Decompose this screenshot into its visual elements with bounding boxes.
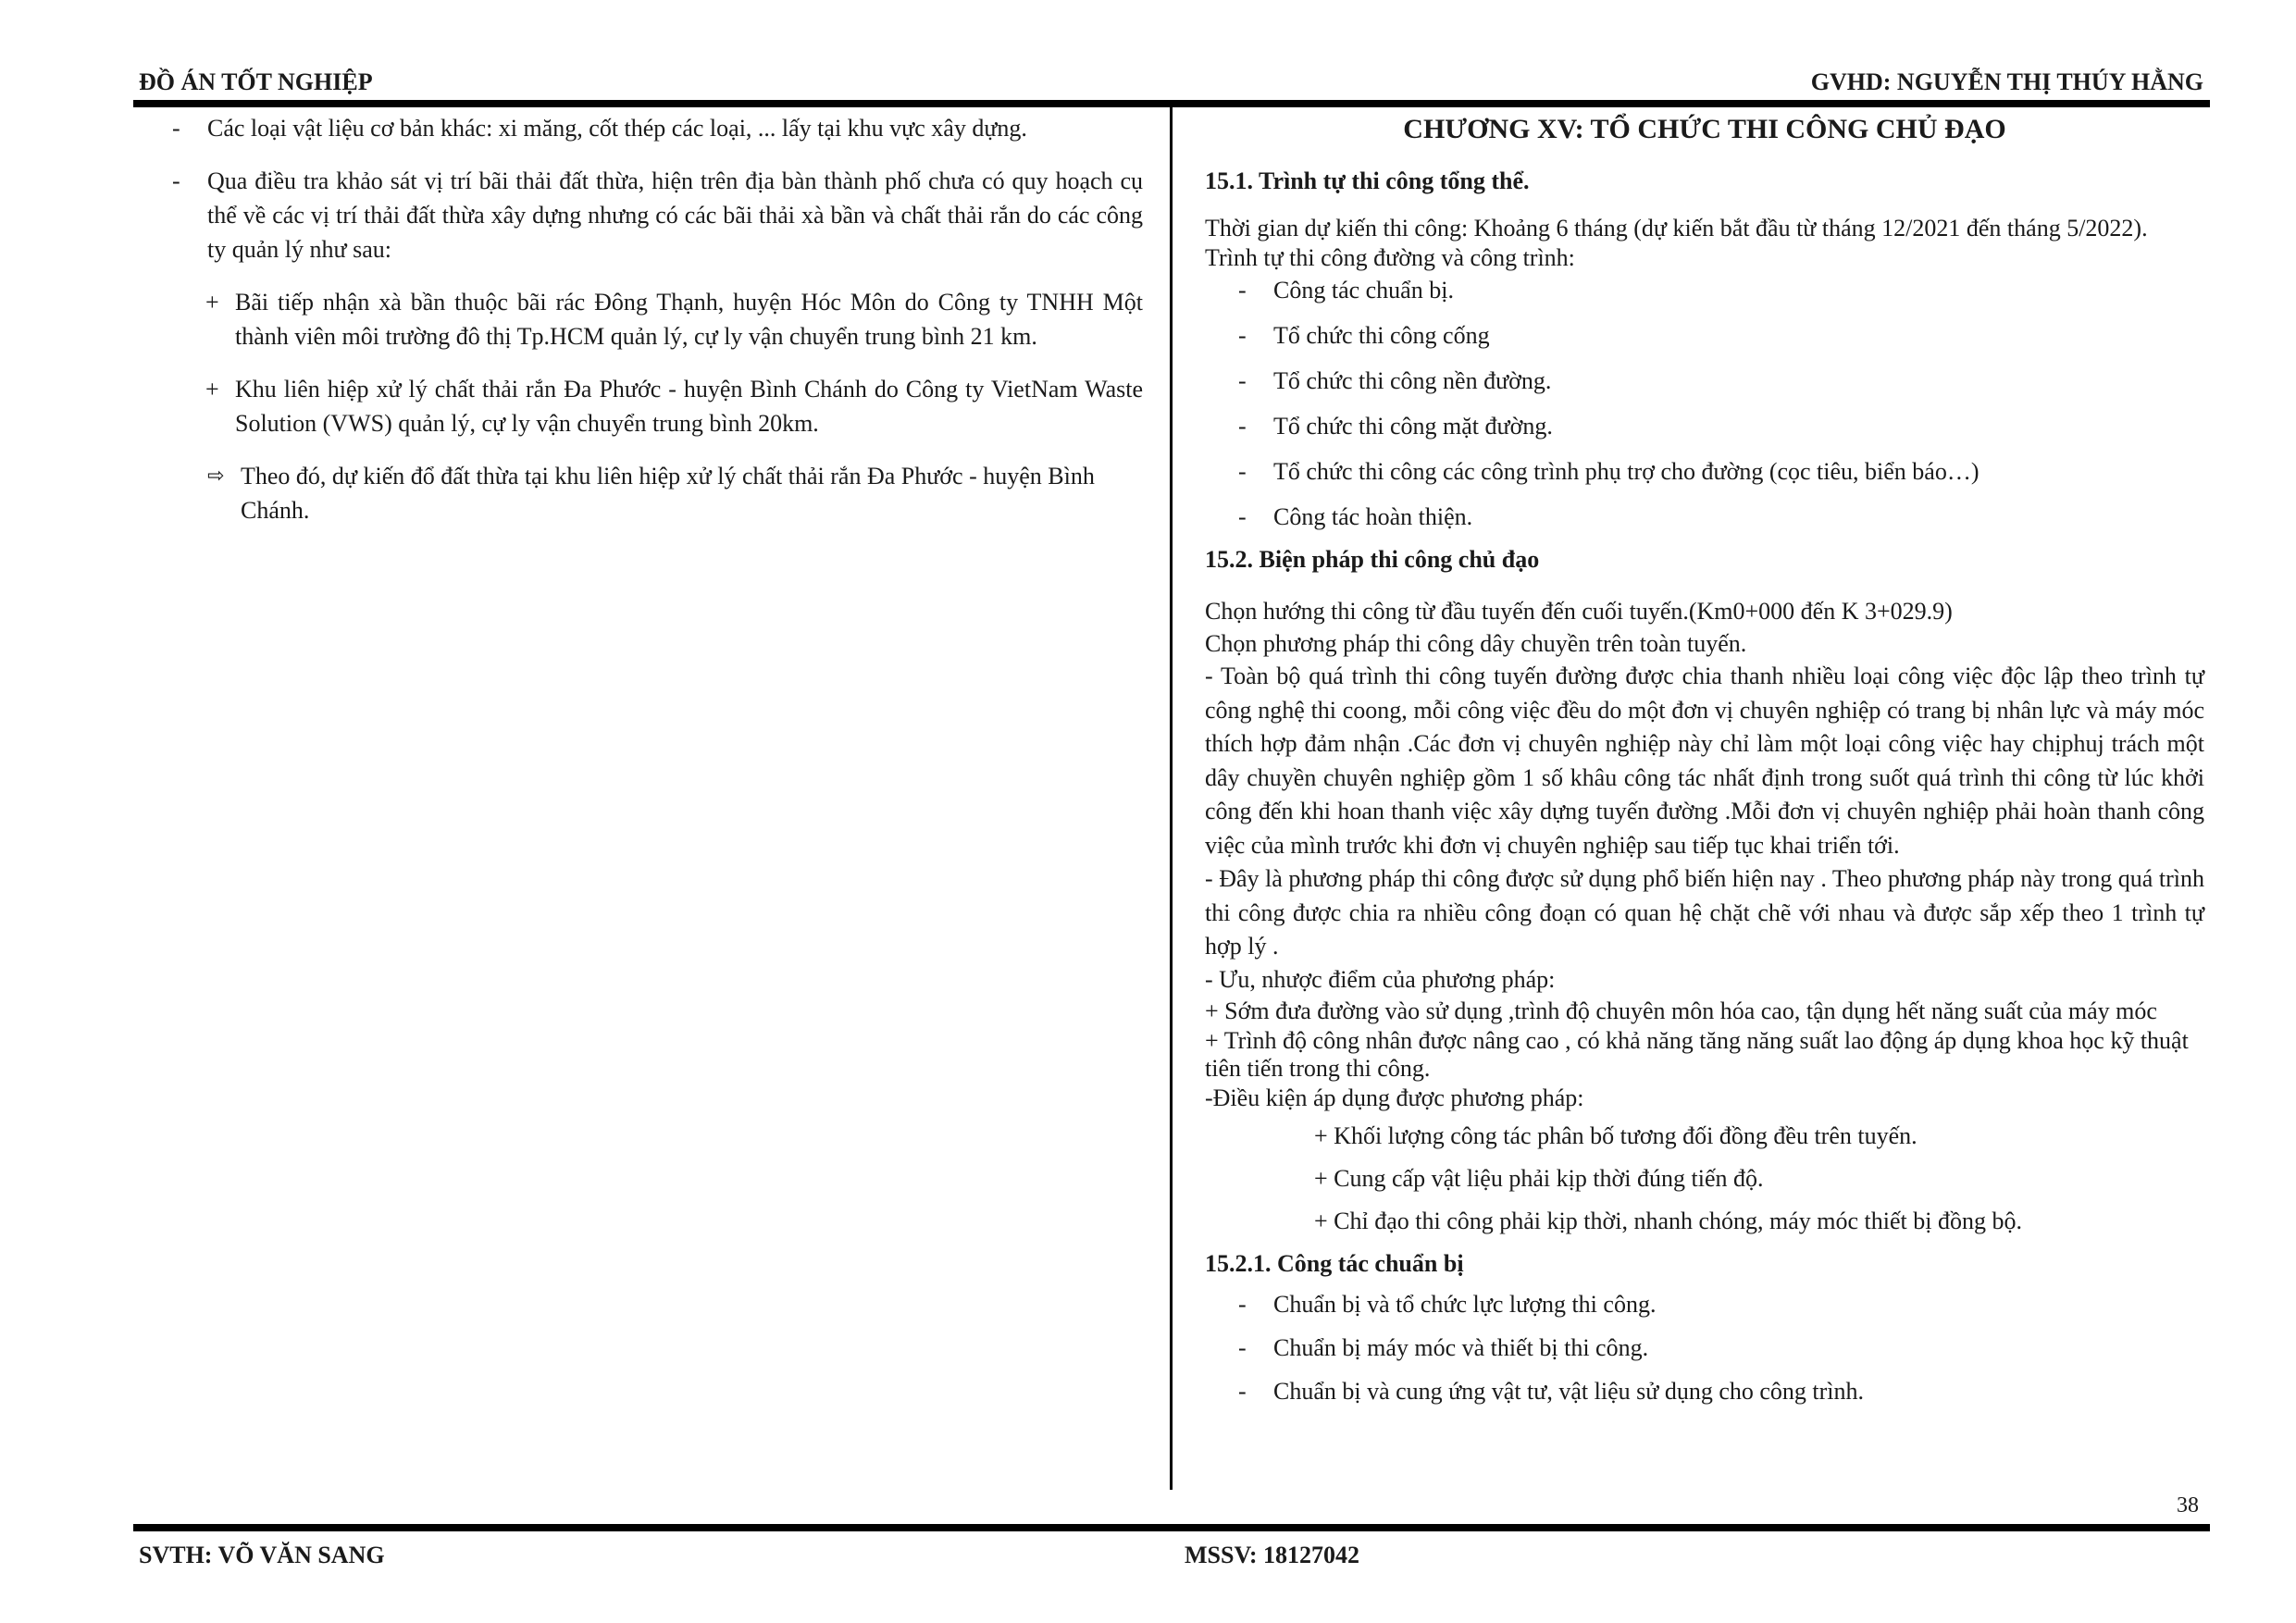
paragraph: -Điều kiện áp dụng được phương pháp: <box>1205 1084 1584 1111</box>
list-item: + Chỉ đạo thi công phải kịp thời, nhanh chóng, máy móc thiết bị đồng bộ. <box>1314 1207 2022 1234</box>
left-column <box>167 111 1143 527</box>
list-item: - Công tác chuẩn bị. <box>1238 277 1454 304</box>
paragraph: - Ưu, nhược điểm của phương pháp: <box>1205 965 1556 993</box>
section-heading: 15.2. Biện pháp thi công chủ đạo <box>1205 546 1540 573</box>
column-divider <box>1170 107 1173 1490</box>
list-item: - Chuẩn bị và tổ chức lực lượng thi công. <box>1238 1290 1657 1318</box>
list-item: - Các loại vật liệu cơ bản khác: xi măng, cốt thép các loại, ... lấy tại khu vực xây dựng. <box>167 111 1143 145</box>
chapter-title: CHƯƠNG XV: TỔ CHỨC THI CÔNG CHỦ ĐẠO <box>1403 114 2006 144</box>
sub-list-item: + Khu liên hiệp xử lý chất thải rắn Đa Phước - huyện Bình Chánh do Công ty VietNam Waste Solution (VWS) quản lý, cự ly vận chuyển trung bình 20km. <box>167 372 1143 440</box>
sub-list-item: + Bãi tiếp nhận xà bần thuộc bãi rác Đông Thạnh, huyện Hóc Môn do Công ty TNHH Một thành viên môi trường đô thị Tp.HCM quản lý, cự ly vận chuyển trung bình 21 km. <box>167 285 1143 353</box>
dash-bullet: - <box>172 167 180 194</box>
plus-bullet: + <box>205 376 219 403</box>
footer-rule <box>133 1524 2210 1531</box>
page-number: 38 <box>2177 1493 2199 1518</box>
paragraph: Chọn phương pháp thi công dây chuyền trên toàn tuyến. <box>1205 630 1747 657</box>
arrow-right-icon: ⇨ <box>207 465 225 488</box>
footer-left: SVTH: VÕ VĂN SANG <box>139 1542 385 1568</box>
list-item: - Tổ chức thi công cống <box>1238 322 1490 349</box>
paragraph: + Sớm đưa đường vào sử dụng ,trình độ chuyên môn hóa cao, tận dụng hết năng suất của máy móc <box>1205 997 2157 1024</box>
header-right: GVHD: NGUYỄN THỊ THÚY HẰNG <box>1810 68 2203 95</box>
header-left: ĐỒ ÁN TỐT NGHIỆP <box>139 68 373 95</box>
list-item: - Tổ chức thi công mặt đường. <box>1238 413 1553 440</box>
list-item: - Tổ chức thi công các công trình phụ trợ cho đường (cọc tiêu, biển báo…) <box>1238 458 1980 485</box>
paragraph: Thời gian dự kiến thi công: Khoảng 6 tháng (dự kiến bắt đầu từ tháng 12/2021 đến tháng 5/2022). <box>1205 215 2148 242</box>
list-item: + Cung cấp vật liệu phải kịp thời đúng tiến độ. <box>1314 1164 1764 1192</box>
s1-list <box>1205 274 2204 543</box>
list-item: - Chuẩn bị và cung ứng vật tư, vật liệu sử dụng cho công trình. <box>1238 1377 1865 1405</box>
footer-middle: MSSV: 18127042 <box>1185 1542 1360 1568</box>
subsection-heading: 15.2.1. Công tác chuẩn bị <box>1205 1249 1464 1277</box>
s21-list <box>1205 1288 2204 1419</box>
list-item: - Qua điều tra khảo sát vị trí bãi thải đất thừa, hiện trên địa bàn thành phố chưa có quy hoạch cụ thể về các vị trí thải đất thừa xây dựng nhưng có các bãi thải xà bần và chất thải rắn do các công ty quản lý như sau: <box>167 164 1143 266</box>
section-heading: 15.1. Trình tự thi công tổng thể. <box>1205 167 1530 194</box>
list-item: + Khối lượng công tác phân bố tương đối đồng đều trên tuyến. <box>1314 1121 1917 1149</box>
right-column <box>1205 111 2204 1419</box>
conditions-list <box>1205 1120 2204 1247</box>
list-item: - Chuẩn bị máy móc và thiết bị thi công. <box>1238 1333 1649 1361</box>
paragraph: + Trình độ công nhân được nâng cao , có khả năng tăng năng suất lao động áp dụng khoa học kỹ thuật tiên tiến trong thi công. <box>1205 1026 2189 1082</box>
header-rule <box>133 100 2210 107</box>
paragraph: - Đây là phương pháp thi công được sử dụng phổ biến hiện nay . Theo phương pháp này trong quá trình thi công được chia ra nhiều công đoạn có quan hệ chặt chẽ với nhau và được sắp xếp theo 1 trình tự hợp lý . <box>1205 865 2204 960</box>
paragraph: - Toàn bộ quá trình thi công tuyến đường được chia thanh nhiều loại công việc độc lập theo trình tự công nghệ thi coong, mỗi công việc đều do một đơn vị chuyên nghiệp có trang bị nhân lực và máy móc thích hợp đảm nhận .Các đơn vị chuyên nghiệp này chỉ làm một loại công việc hay chịphuj trách một dây chuyền chuyên nghiệp gồm 1 số khâu công tác nhất định trong suốt quá trình thi công từ lúc khởi công đến khi hoan thanh việc xây dựng tuyến đường .Mỗi đơn vị chuyên nghiệp phải hoàn thanh công việc của mình trước khi đơn vị chuyên nghiệp sau tiếp tục khai triển tới. <box>1205 663 2204 859</box>
paragraph: Chọn hướng thi công từ đầu tuyến đến cuối tuyến.(Km0+000 đến K 3+029.9) <box>1205 598 1953 625</box>
list-item: - Tổ chức thi công nền đường. <box>1238 367 1552 394</box>
plus-bullet: + <box>205 289 219 316</box>
dash-bullet: - <box>172 115 180 142</box>
paragraph: Trình tự thi công đường và công trình: <box>1205 244 1575 271</box>
list-item: - Công tác hoàn thiện. <box>1238 503 1473 530</box>
conclusion-item: ⇨ Theo đó, dự kiến đổ đất thừa tại khu liên hiệp xử lý chất thải rắn Đa Phước - huyện Bình Chánh. <box>167 459 1143 527</box>
